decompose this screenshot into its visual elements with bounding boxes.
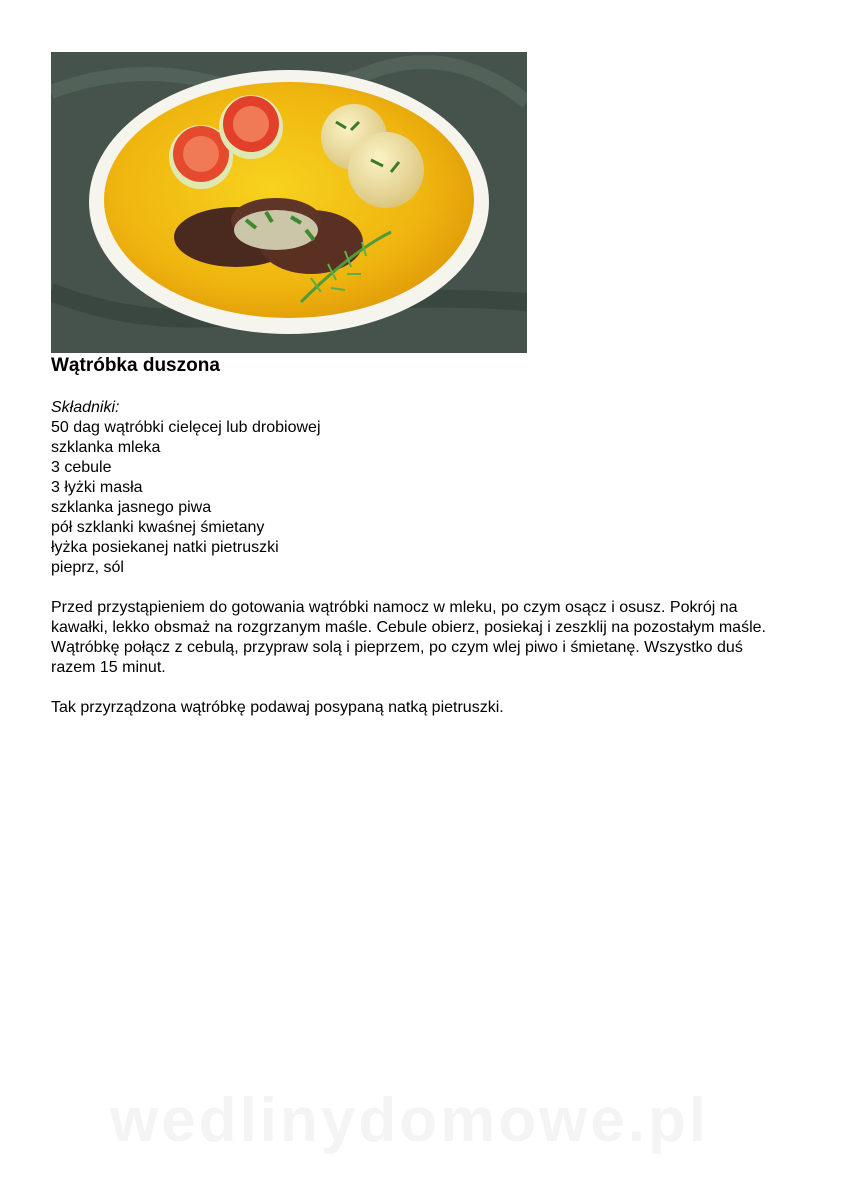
list-item: 3 cebule [51, 459, 112, 476]
serving-paragraph: Tak przyrządzona wątróbkę podawaj posypaną natką pietruszki. [51, 699, 504, 716]
list-item: pół szklanki kwaśnej śmietany [51, 519, 265, 536]
recipe-title: Wątróbka duszona [51, 355, 220, 376]
list-item: 50 dag wątróbki cielęcej lub drobiowej [51, 419, 321, 436]
recipe-body [51, 398, 791, 718]
watermark: wedlinydomowe.pl [110, 1086, 710, 1155]
list-item: szklanka mleka [51, 439, 161, 456]
list-item: łyżka posiekanej natki pietruszki [51, 539, 279, 556]
dish-photo [51, 52, 527, 353]
list-item: pieprz, sól [51, 559, 124, 576]
list-item: szklanka jasnego piwa [51, 499, 212, 516]
instructions-paragraph: Przed przystąpieniem do gotowania wątróbki namocz w mleku, po czym osącz i osusz. Pokrój na kawałki, lekko obsmaż na rozgrzanym maśle. Cebule obierz, posiekaj i zeszklij na pozostałym maśle. Wątróbkę połącz z cebulą, przypraw solą i pieprzem, po czym wlej piwo i śmietanę. Wszystko duś razem 15 minut. [51, 599, 766, 676]
list-item: 3 łyżki masła [51, 479, 143, 496]
ingredients-list [51, 418, 791, 578]
dish-photo-icon [51, 52, 527, 353]
ingredients-label: Składniki: [51, 399, 120, 416]
